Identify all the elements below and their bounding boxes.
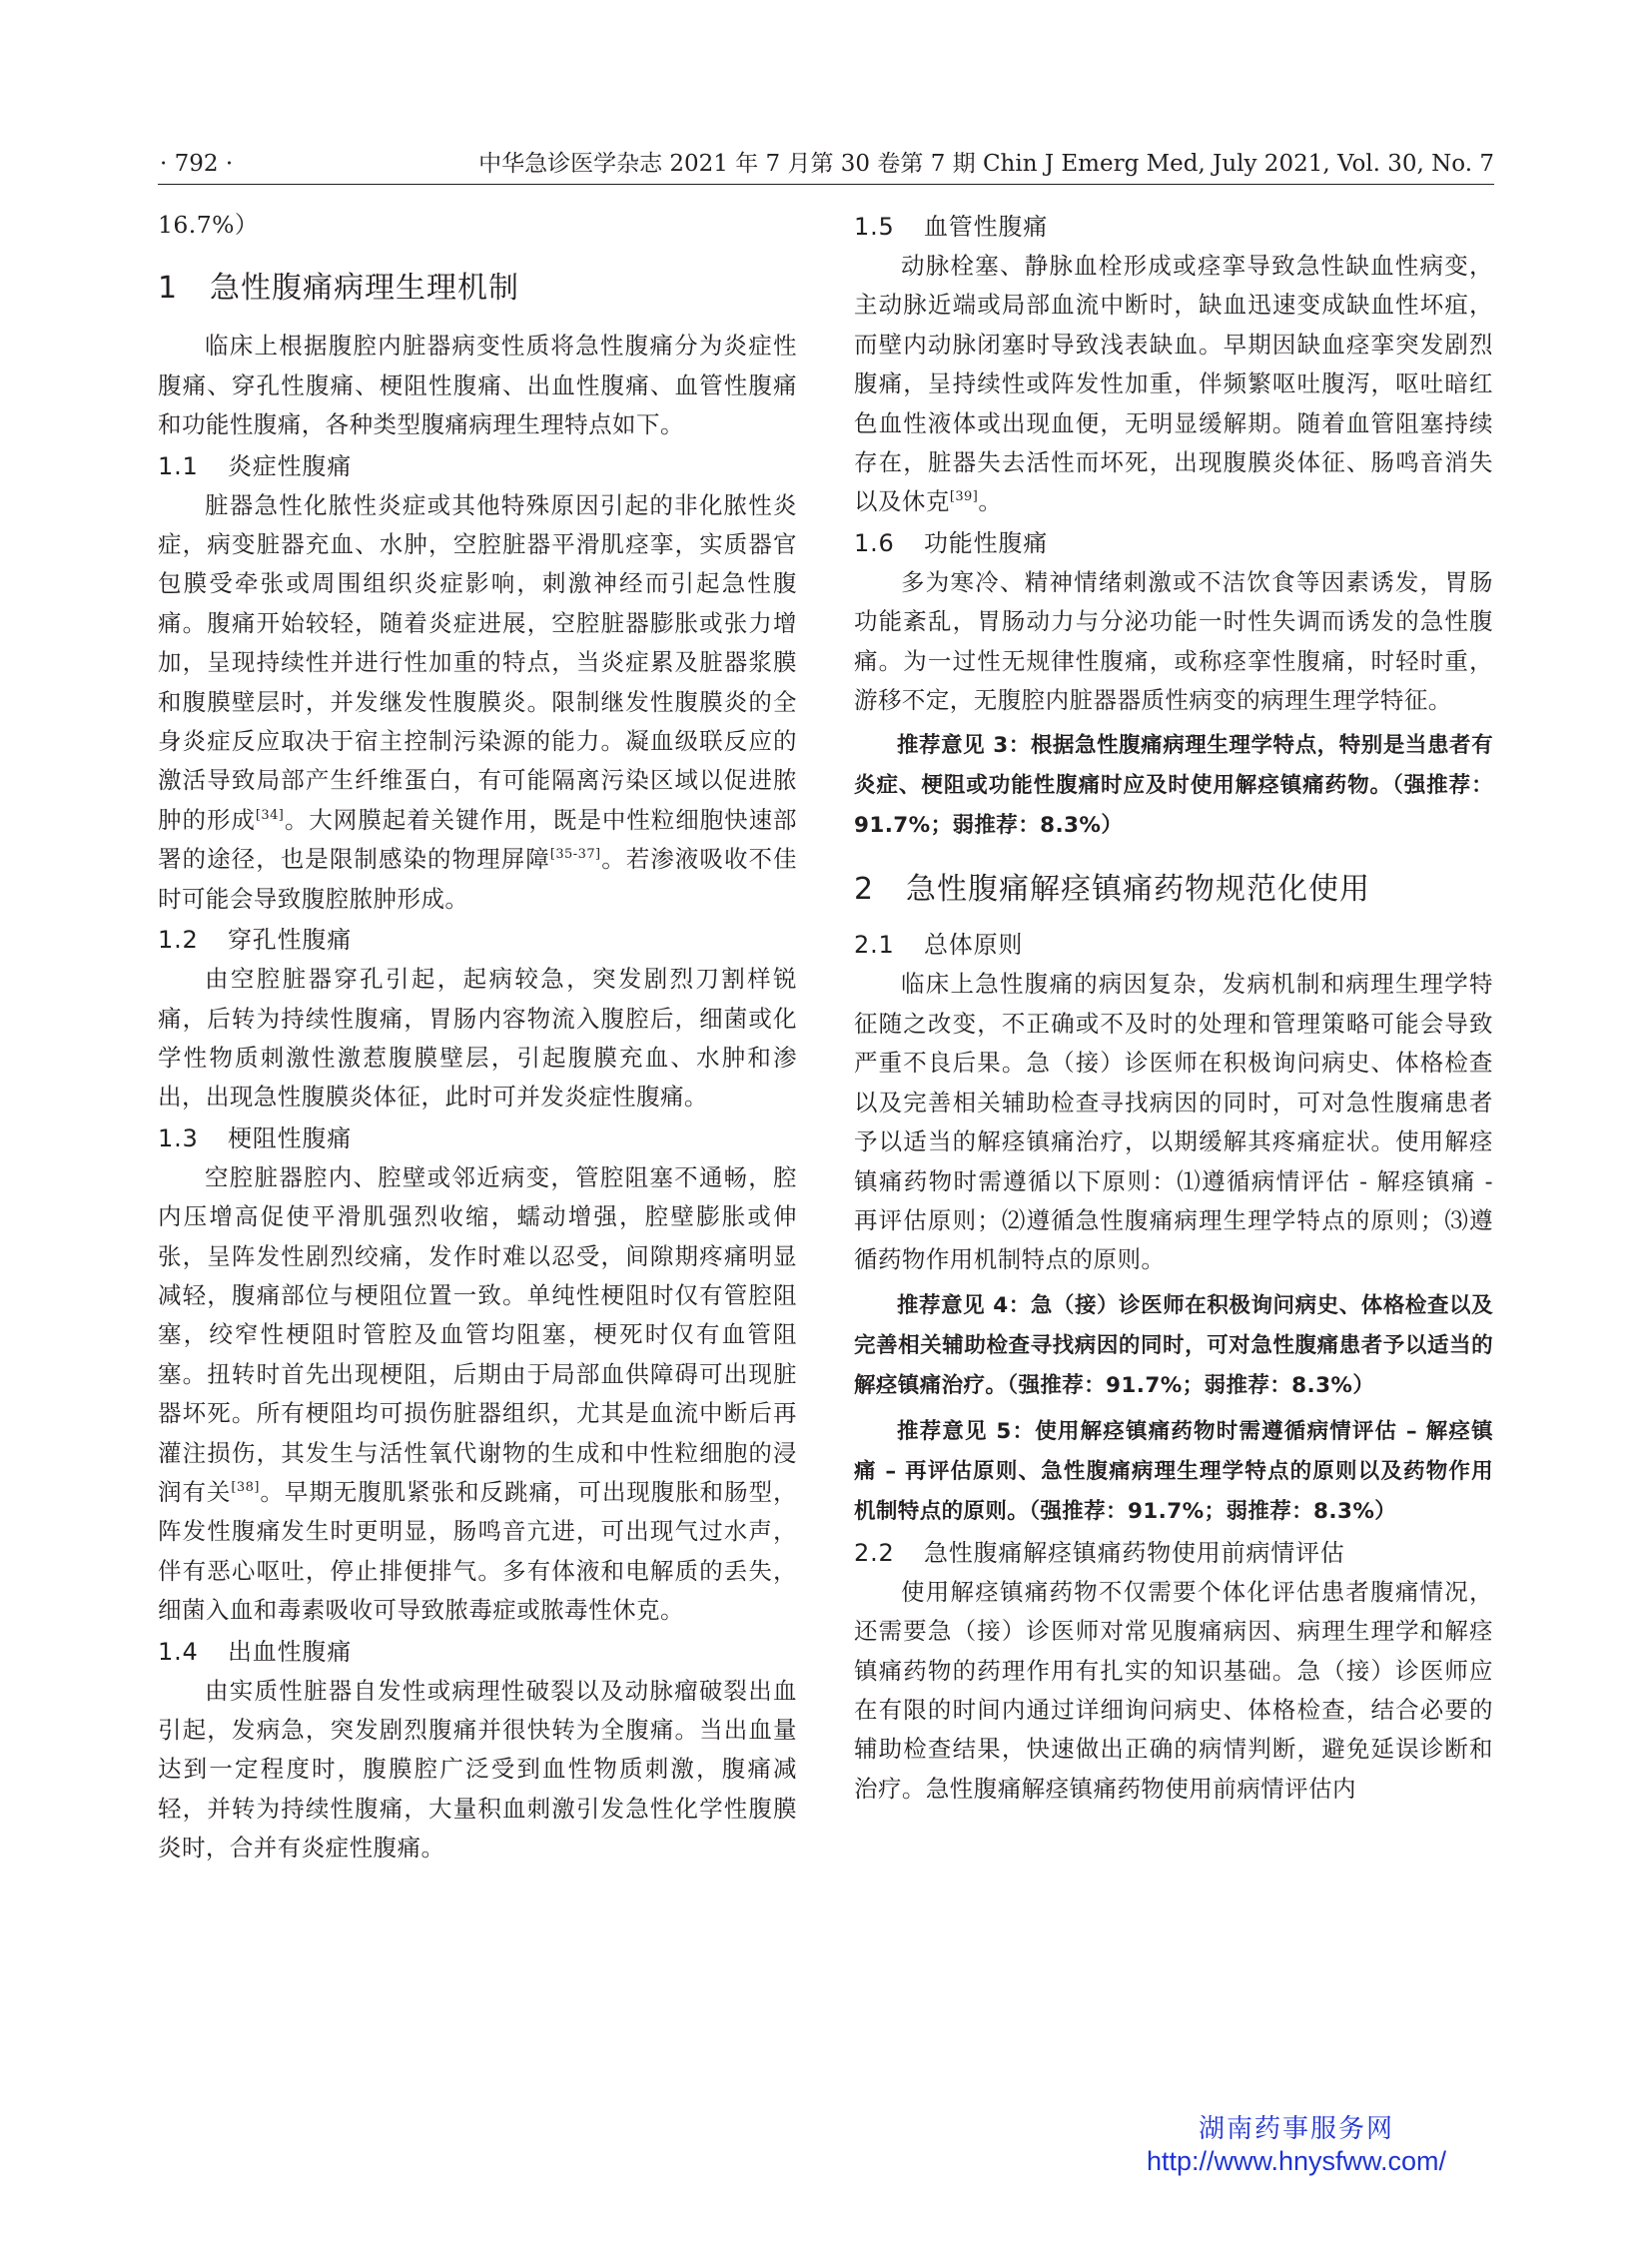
paragraph: 动脉栓塞、静脉血栓形成或痉挛导致急性缺血性病变，主动脉近端或局部血流中断时，缺血迅速变成缺血性坏疽，而壁内动脉闭塞时导致浅表缺血。早期因缺血痉挛突发剧烈腹痛，呈持续性或阵发性加重，伴频繁呕吐腹泻，呕吐暗红色血性液体或出现血便，无明显缓解期。随着血管阻塞持续存在，脏器失去活性而坏死，出现腹膜炎体征、肠鸣音消失以及休克[39]。 (854, 252, 1493, 516)
watermark-url: http://www.hnysfww.com/ (1146, 2146, 1447, 2176)
section-heading-1: 1 急性腹痛病理生理机制 (158, 271, 519, 307)
watermark-name: 湖南药事服务网 (1198, 2114, 1394, 2144)
citation-ref: [38] (231, 1480, 260, 1496)
subsection-heading-1-6: 1.6 功能性腹痛 (854, 528, 1048, 557)
section-heading-2: 2 急性腹痛解痉镇痛药物规范化使用 (854, 872, 1370, 908)
left-column (158, 206, 797, 1868)
paragraph: 临床上根据腹腔内脏器病变性质将急性腹痛分为炎症性腹痛、穿孔性腹痛、梗阻性腹痛、出血性腹痛、血管性腹痛和功能性腹痛，各种类型腹痛病理生理特点如下。 (158, 332, 797, 439)
paragraph: 多为寒冷、精神情绪刺激或不洁饮食等因素诱发，胃肠功能紊乱，胃肠动力与分泌功能一时性失调而诱发的急性腹痛。为一过性无规律性腹痛，或称痉挛性腹痛，时轻时重，游移不定，无腹腔内脏器器质性病变的病理生理学特征。 (854, 567, 1493, 715)
header-rule (158, 184, 1494, 185)
subsection-heading-1-1: 1.1 炎症性腹痛 (158, 451, 352, 480)
paragraph: 空腔脏器腔内、腔壁或邻近病变，管腔阻塞不通畅，腔内压增高促使平滑肌强烈收缩，蠕动增强，腔壁膨胀或伸张，呈阵发性剧烈绞痛，发作时难以忍受，间隙期疼痛明显减轻，腹痛部位与梗阻位置一致。单纯性梗阻时仅有管腔阻塞，绞窄性梗阻时管腔及血管均阻塞，梗死时仅有血管阻塞。扭转时首先出现梗阻，后期由于局部血供障碍可出现脏器坏死。所有梗阻均可损伤脏器组织，尤其是血流中断后再灌注损伤，其发生与活性氧代谢物的生成和中性粒细胞的浸润有关[38]。早期无腹肌紧张和反跳痛，可出现腹胀和肠型，阵发性腹痛发生时更明显，肠鸣音亢进，可出现气过水声，伴有恶心呕吐，停止排便排气。多有体液和电解质的丢失，细菌入血和毒素吸收可导致脓毒症或脓毒性休克。 (158, 1162, 797, 1625)
paragraph: 临床上急性腹痛的病因复杂，发病机制和病理生理学特征随之改变，不正确或不及时的处理和管理策略可能会导致严重不良后果。急（接）诊医师在积极询问病史、体格检查以及完善相关辅助检查寻找病因的同时，可对急性腹痛患者予以适当的解痉镇痛治疗，以期缓解其疼痛症状。使用解痉镇痛药物时需遵循以下原则：⑴遵循病情评估 - 解痉镇痛 - 再评估原则；⑵遵循急性腹痛病理生理学特点的原则；⑶遵循药物作用机制特点的原则。 (854, 970, 1493, 1274)
journal-citation: 中华急诊医学杂志 2021 年 7 月第 30 卷第 7 期 Chin J Emerg Med, July 2021, Vol. 30, No. 7 (478, 151, 1494, 177)
citation-ref: [39] (949, 489, 979, 505)
subsection-heading-2-1: 2.1 总体原则 (854, 931, 1024, 960)
citation-ref: [35-37] (549, 847, 601, 863)
subsection-heading-1-3: 1.3 梗阻性腹痛 (158, 1123, 352, 1152)
subsection-heading-1-2: 1.2 穿孔性腹痛 (158, 926, 352, 955)
right-column (854, 206, 1493, 1809)
watermark (1087, 2113, 1506, 2177)
page-number: · 792 · (160, 151, 234, 177)
paragraph: 由实质性脏器自发性或病理性破裂以及动脉瘤破裂出血引起，发病急，突发剧烈腹痛并很快转为全腹痛。当出血量达到一定程度时，腹膜腔广泛受到血性物质刺激，腹痛减轻，并转为持续性腹痛，大量积血刺激引发急性化学性腹膜炎时，合并有炎症性腹痛。 (158, 1676, 797, 1863)
recommendation-4: 推荐意见 4：急（接）诊医师在积极询问病史、体格检查以及完善相关辅助检查寻找病因的同时，可对急性腹痛患者予以适当的解痉镇痛治疗。（强推荐：91.7%；弱推荐：8.3%） (854, 1292, 1493, 1398)
subsection-heading-1-5: 1.5 血管性腹痛 (854, 213, 1048, 241)
recommendation-5: 推荐意见 5：使用解痉镇痛药物时需遵循病情评估 – 解痉镇痛 – 再评估原则、急性腹痛病理生理学特点的原则以及药物作用机制特点的原则。（强推荐：91.7%；弱推荐：8.3%） (854, 1418, 1493, 1524)
citation-ref: [34] (255, 808, 285, 824)
paragraph: 使用解痉镇痛药物不仅需要个体化评估患者腹痛情况，还需要急（接）诊医师对常见腹痛病因、病理生理学和解痉镇痛药物的药理作用有扎实的知识基础。急（接）诊医师应在有限的时间内通过详细询问病史、体格检查，结合必要的辅助检查结果，快速做出正确的病情判断，避免延误诊断和治疗。急性腹痛解痉镇痛药物使用前病情评估内 (854, 1577, 1493, 1803)
recommendation-3: 推荐意见 3：根据急性腹痛病理生理学特点，特别是当患者有炎症、梗阻或功能性腹痛时应及时使用解痉镇痛药物。（强推荐：91.7%；弱推荐：8.3%） (854, 733, 1493, 839)
paragraph: 脏器急性化脓性炎症或其他特殊原因引起的非化脓性炎症，病变脏器充血、水肿，空腔脏器平滑肌痉挛，实质器官包膜受牵张或周围组织炎症影响，刺激神经而引起急性腹痛。腹痛开始较轻，随着炎症进展，空腔脏器膨胀或张力增加，呈现持续性并进行性加重的特点，当炎症累及脏器浆膜和腹膜壁层时，并发继发性腹膜炎。限制继发性腹膜炎的全身炎症反应取决于宿主控制污染源的能力。凝血级联反应的激活导致局部产生纤维蛋白，有可能隔离污染区域以促进脓肿的形成[34]。大网膜起着关键作用，既是中性粒细胞快速部署的途径，也是限制感染的物理屏障[35-37]。若渗液吸收不佳时可能会导致腹腔脓肿形成。 (158, 490, 797, 913)
subsection-heading-1-4: 1.4 出血性腹痛 (158, 1637, 352, 1666)
paragraph: 由空腔脏器穿孔引起，起病较急，突发剧烈刀割样锐痛，后转为持续性腹痛，胃肠内容物流入腹腔后，细菌或化学性物质刺激性激惹腹膜壁层，引起腹膜充血、水肿和渗出，出现急性腹膜炎体征，此时可并发炎症性腹痛。 (158, 965, 797, 1112)
subsection-heading-2-2: 2.2 急性腹痛解痉镇痛药物使用前病情评估 (854, 1538, 1345, 1567)
running-header (160, 144, 1494, 184)
continued-text: 16.7%） (158, 211, 259, 239)
